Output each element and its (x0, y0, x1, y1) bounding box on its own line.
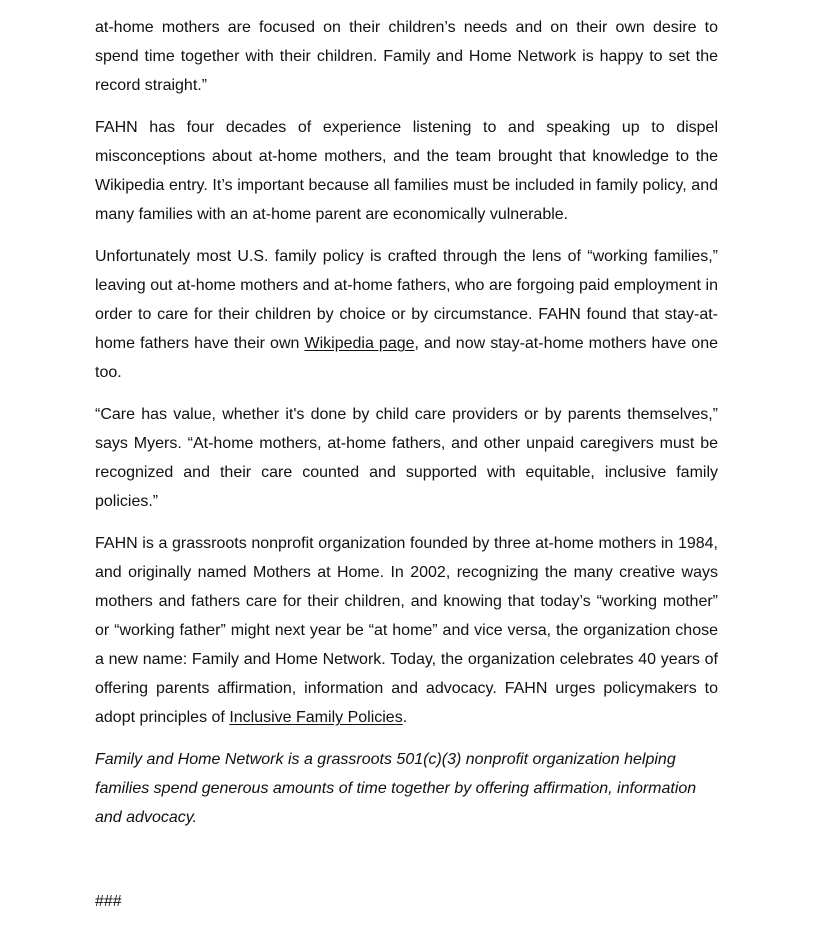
paragraph-fahn-history (95, 529, 718, 732)
paragraph-four-decades: FAHN has four decades of experience listening to and speaking up to dispel misconceptions about at-home mothers, and the team brought that knowledge to the Wikipedia entry. It’s important because all families must be included in family policy, and many families with an at-home parent are economically vulnerable. (95, 119, 718, 223)
boilerplate-statement: Family and Home Network is a grassroots 501(c)(3) nonprofit organization helping families spend generous amounts of time together by offering affirmation, information and advocacy. (95, 751, 697, 826)
wikipedia-page-link[interactable]: Wikipedia page (304, 335, 415, 352)
paragraph-family-policy-tail: , and now stay-at-home mothers have one too. (95, 335, 719, 381)
document-body (95, 13, 718, 845)
end-of-release-mark: ### (95, 893, 122, 910)
paragraph-family-policy (95, 242, 718, 387)
paragraph-care-has-value-quote: “Care has value, whether it's done by child care providers or by parents themselves,” says Myers. “At-home mothers, at-home fathers, and other unpaid caregivers must be recognized and their care counted and supported with equitable, inclusive family policies.” (95, 406, 718, 510)
paragraph-set-record-straight: at-home mothers are focused on their children’s needs and on their own desire to spend time together with their children. Family and Home Network is happy to set the record straight.” (95, 19, 718, 94)
paragraph-fahn-history-text: FAHN is a grassroots nonprofit organization founded by three at-home mothers in 1984, and originally named Mothers at Home. In 2002, recognizing the many creative ways mothers and fathers care for their children, and knowing that today’s “working mother” or “working father” might next year be “at home” and vice versa, the organization chose a new name: Family and Home Network. Today, the organization celebrates 40 years of offering parents affirmation, information and advocacy. FAHN urges policymakers to adopt principles of (95, 535, 718, 726)
paragraph-fahn-history-tail: . (402, 709, 408, 726)
inclusive-family-policies-link[interactable]: Inclusive Family Policies (229, 709, 403, 726)
paragraph-family-policy-text: Unfortunately most U.S. family policy is crafted through the lens of “working families,” leaving out at-home mothers and at-home fathers, who are forgoing paid employment in order to care for their children by choice or by circumstance. FAHN found that stay-at-home fathers have their own (95, 248, 718, 352)
